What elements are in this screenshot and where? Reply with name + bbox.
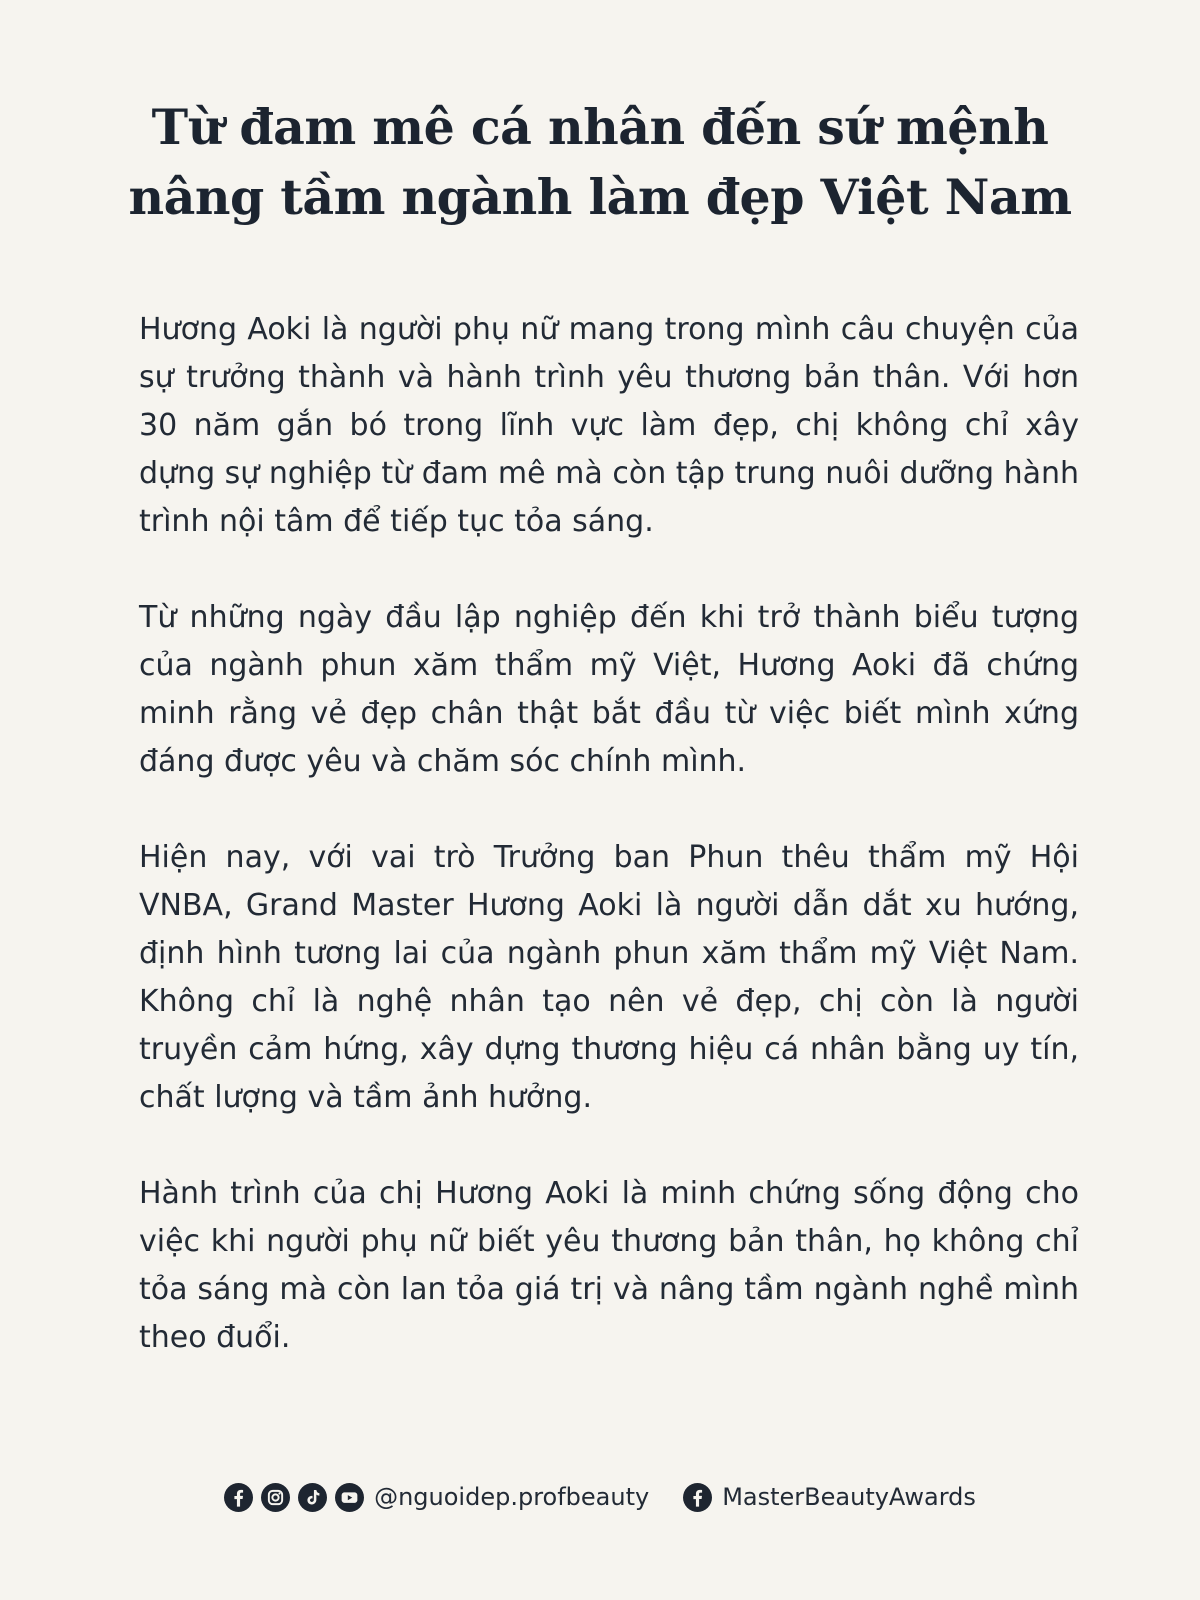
article-body bbox=[139, 306, 1079, 1410]
social-icons bbox=[224, 1483, 364, 1512]
paragraph: Hiện nay, với vai trò Trưởng ban Phun thêu thẩm mỹ Hội VNBA, Grand Master Hương Aoki là người dẫn dắt xu hướng, định hình tương lai của ngành phun xăm thẩm mỹ Việt Nam. Không chỉ là nghệ nhân tạo nên vẻ đẹp, chị còn là người truyền cảm hứng, xây dựng thương hiệu cá nhân bằng uy tín, chất lượng và tầm ảnh hưởng. bbox=[139, 840, 1079, 1115]
paragraph: Hương Aoki là người phụ nữ mang trong mình câu chuyện của sự trưởng thành và hành trình yêu thương bản thân. Với hơn 30 năm gắn bó trong lĩnh vực làm đẹp, chị không chỉ xây dựng sự nghiệp từ đam mê mà còn tập trung nuôi dưỡng hành trình nội tâm để tiếp tục tỏa sáng. bbox=[139, 312, 1079, 539]
page-title bbox=[100, 92, 1100, 232]
instagram-icon[interactable] bbox=[261, 1483, 290, 1512]
title-line-2: nâng tầm ngành làm đẹp Việt Nam bbox=[128, 168, 1072, 226]
facebook-page-name[interactable]: MasterBeautyAwards bbox=[722, 1483, 976, 1511]
paragraph: Từ những ngày đầu lập nghiệp đến khi trở thành biểu tượng của ngành phun xăm thẩm mỹ Việt, Hương Aoki đã chứng minh rằng vẻ đẹp chân thật bắt đầu từ việc biết mình xứng đáng được yêu và chăm sóc chính mình. bbox=[139, 600, 1079, 779]
tiktok-icon[interactable] bbox=[298, 1483, 327, 1512]
youtube-icon[interactable] bbox=[335, 1483, 364, 1512]
facebook-icon[interactable] bbox=[683, 1483, 712, 1512]
social-footer bbox=[0, 1472, 1200, 1522]
paragraph: Hành trình của chị Hương Aoki là minh chứng sống động cho việc khi người phụ nữ biết yêu thương bản thân, họ không chỉ tỏa sáng mà còn lan tỏa giá trị và nâng tầm ngành nghề mình theo đuổi. bbox=[139, 1176, 1079, 1355]
social-handle[interactable]: @nguoidep.profbeauty bbox=[374, 1483, 650, 1511]
title-line-1: Từ đam mê cá nhân đến sứ mệnh bbox=[151, 98, 1049, 156]
facebook-icon[interactable] bbox=[224, 1483, 253, 1512]
